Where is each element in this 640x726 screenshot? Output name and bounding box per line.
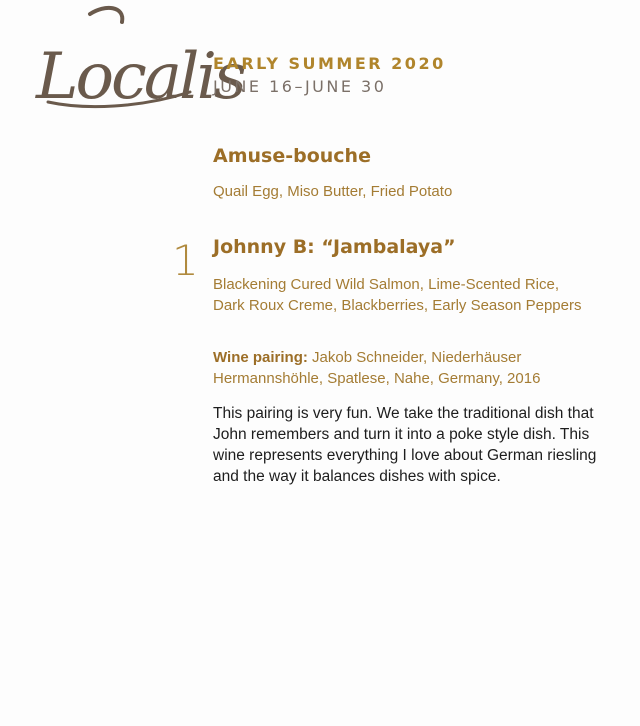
logo-wordmark: Localis xyxy=(36,40,244,114)
course-description: Blackening Cured Wild Salmon, Lime-Scented Rice, Dark Roux Creme, Blackberries, Early Season Peppers xyxy=(213,276,582,314)
course-notes: This pairing is very fun. We take the traditional dish that John remembers and turn it into a poke style dish. This wine represents everything I love about German riesling and the way it balances dishes with spice. xyxy=(213,405,597,485)
wine-pairing xyxy=(213,347,593,389)
amuse-bouche-description: Quail Egg, Miso Butter, Fried Potato xyxy=(213,183,453,200)
amuse-bouche-title: Amuse-bouche xyxy=(213,145,371,167)
course-number: 1 xyxy=(172,236,199,285)
wine-pairing-label: Wine pairing: xyxy=(213,349,308,366)
localis-logo xyxy=(30,0,244,120)
course-title: Johnny B: “Jambalaya” xyxy=(213,236,456,258)
wine-pairing-text: Jakob Schneider, Niederhäuser Hermannshöhle, Spatlese, Nahe, Germany, 2016 xyxy=(213,349,541,387)
menu-date-range: JUNE 16–JUNE 30 xyxy=(213,77,387,96)
menu-season-title: EARLY SUMMER 2020 xyxy=(213,54,446,73)
